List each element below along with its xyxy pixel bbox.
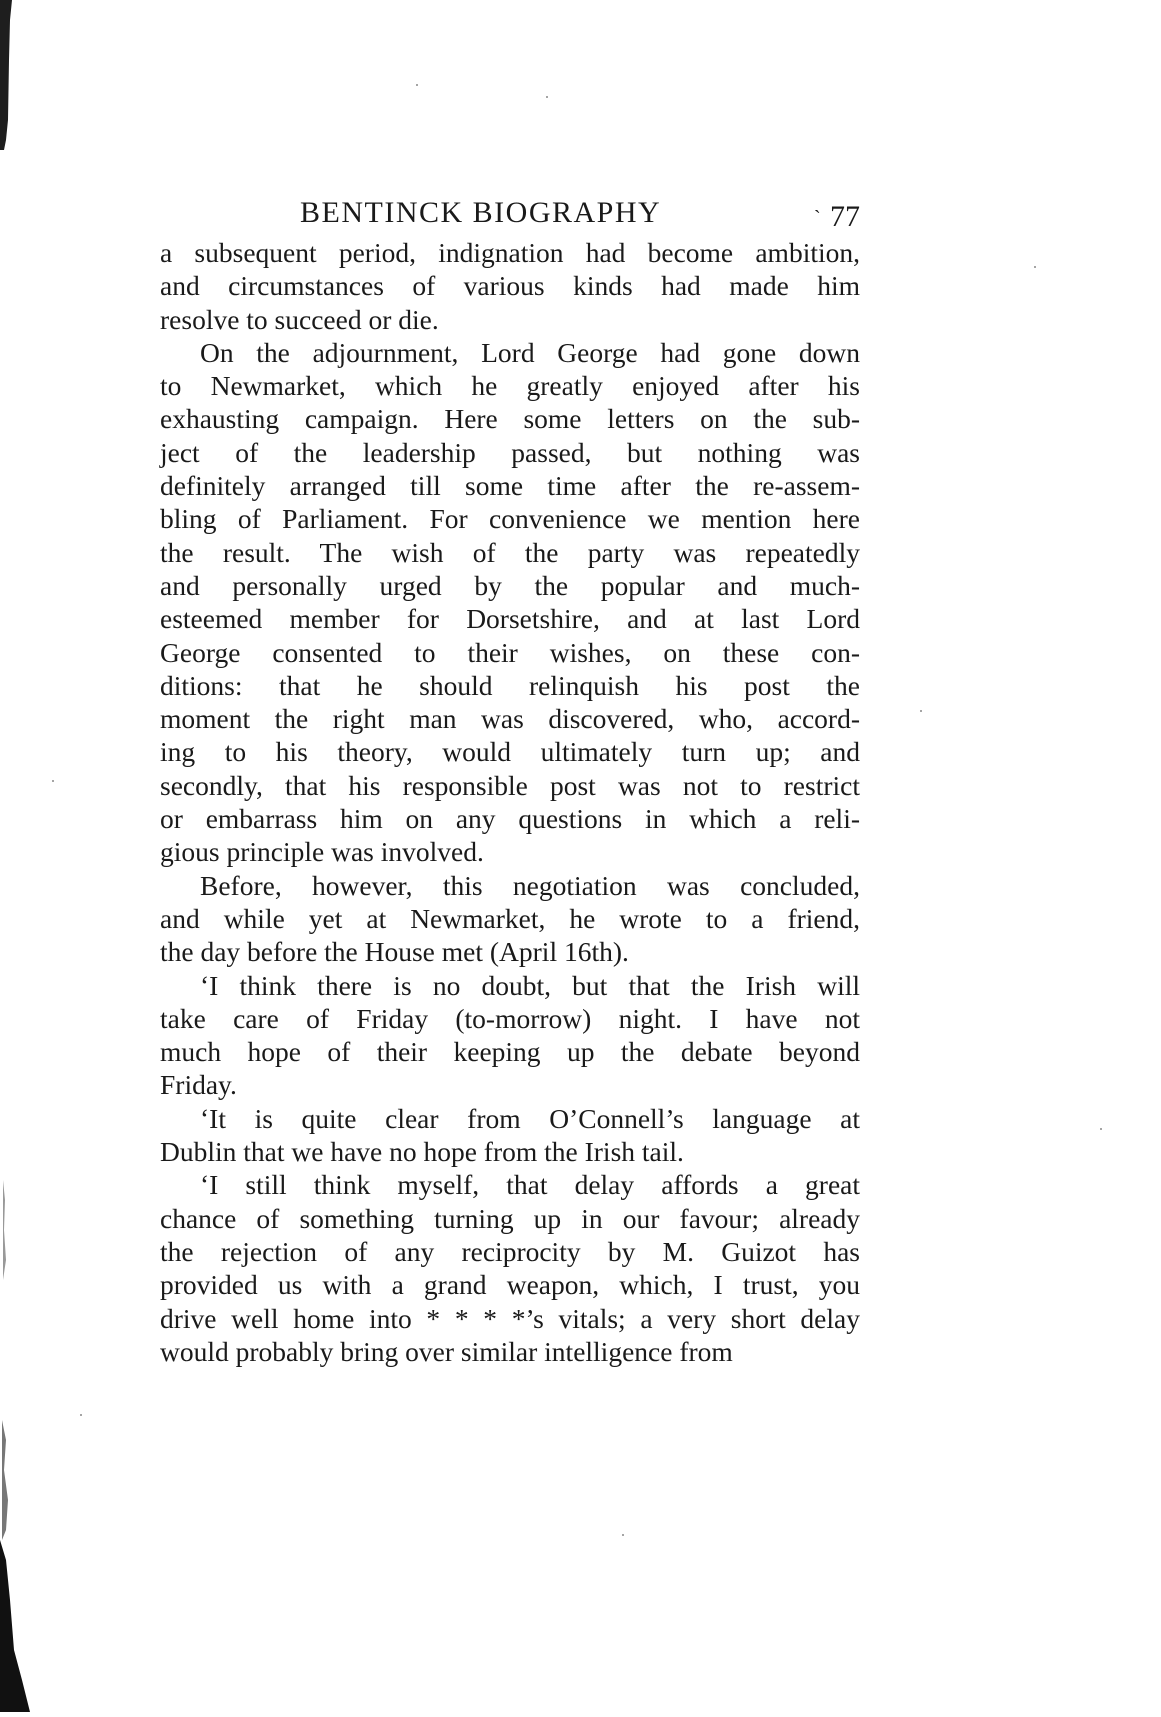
paragraph (160, 1102, 860, 1169)
paragraph (160, 1168, 860, 1368)
text-line: take care of Friday (to-morrow) night. I have not (160, 1002, 860, 1034)
page-header (160, 196, 860, 240)
running-title: BENTINCK BIOGRAPHY (300, 196, 662, 229)
text-line: to Newmarket, which he greatly enjoyed after his (160, 370, 860, 402)
text-line: bling of Parliament. For convenience we mention here (160, 503, 860, 535)
text-line: or embarrass him on any questions in which a reli- (160, 803, 860, 835)
text-line: ‘It is quite clear from O’Connell’s language at (200, 1102, 860, 1134)
print-mark: ˋ (814, 207, 821, 229)
text-line: esteemed member for Dorsetshire, and at last Lord (160, 603, 860, 635)
text-line: secondly, that his responsible post was not to restrict (160, 769, 860, 801)
text-line: George consented to their wishes, on these con- (160, 636, 860, 668)
text-line: ing to his theory, would ultimately turn up; and (160, 736, 860, 768)
text-line: On the adjournment, Lord George had gone down (200, 336, 860, 368)
text-line: gious principle was involved. (160, 836, 484, 868)
scan-speck (1100, 1128, 1102, 1130)
scanned-binding-edge (0, 0, 34, 1712)
text-line: and while yet at Newmarket, he wrote to a friend, (160, 902, 860, 934)
scan-speck (1034, 266, 1036, 268)
text-line: the result. The wish of the party was repeatedly (160, 536, 860, 568)
text-line: ‘I still think myself, that delay affords a great (200, 1169, 860, 1201)
text-line: the day before the House met (April 16th). (160, 936, 629, 968)
scan-speck (80, 1414, 82, 1416)
text-line: definitely arranged till some time after the re-assem- (160, 470, 860, 502)
text-line: moment the right man was discovered, who, accord- (160, 703, 860, 735)
paragraph (160, 336, 860, 869)
text-line: exhausting campaign. Here some letters on the sub- (160, 403, 860, 435)
scan-speck (546, 96, 548, 98)
text-line: ject of the leadership passed, but nothing was (160, 436, 860, 468)
body-text (160, 236, 860, 1368)
scan-speck (52, 780, 54, 782)
text-line: would probably bring over similar intelligence from (160, 1335, 733, 1367)
text-line: and circumstances of various kinds had made him (160, 270, 860, 302)
text-line: Before, however, this negotiation was concluded, (200, 869, 860, 901)
scan-speck (622, 1534, 624, 1536)
text-line: ‘I think there is no doubt, but that the Irish will (200, 969, 860, 1001)
scan-speck (416, 84, 418, 86)
paragraph (160, 869, 860, 969)
text-line: Dublin that we have no hope from the Irish tail. (160, 1136, 684, 1168)
text-line: chance of something turning up in our favour; already (160, 1202, 860, 1234)
text-line: a subsequent period, indignation had become ambition, (160, 237, 860, 268)
text-line: resolve to succeed or die. (160, 303, 439, 335)
text-line: Friday. (160, 1069, 237, 1101)
text-line: drive well home into * * * *’s vitals; a very short delay (160, 1302, 860, 1334)
text-line: much hope of their keeping up the debate beyond (160, 1036, 860, 1068)
scan-speck (920, 710, 922, 712)
text-line: provided us with a grand weapon, which, I trust, you (160, 1269, 860, 1301)
paragraph (160, 236, 860, 336)
text-line: ditions: that he should relinquish his post the (160, 669, 860, 701)
page-number: 77 (830, 200, 860, 233)
paragraph (160, 969, 860, 1102)
text-line: the rejection of any reciprocity by M. Guizot has (160, 1235, 860, 1267)
text-line: and personally urged by the popular and much- (160, 569, 860, 601)
